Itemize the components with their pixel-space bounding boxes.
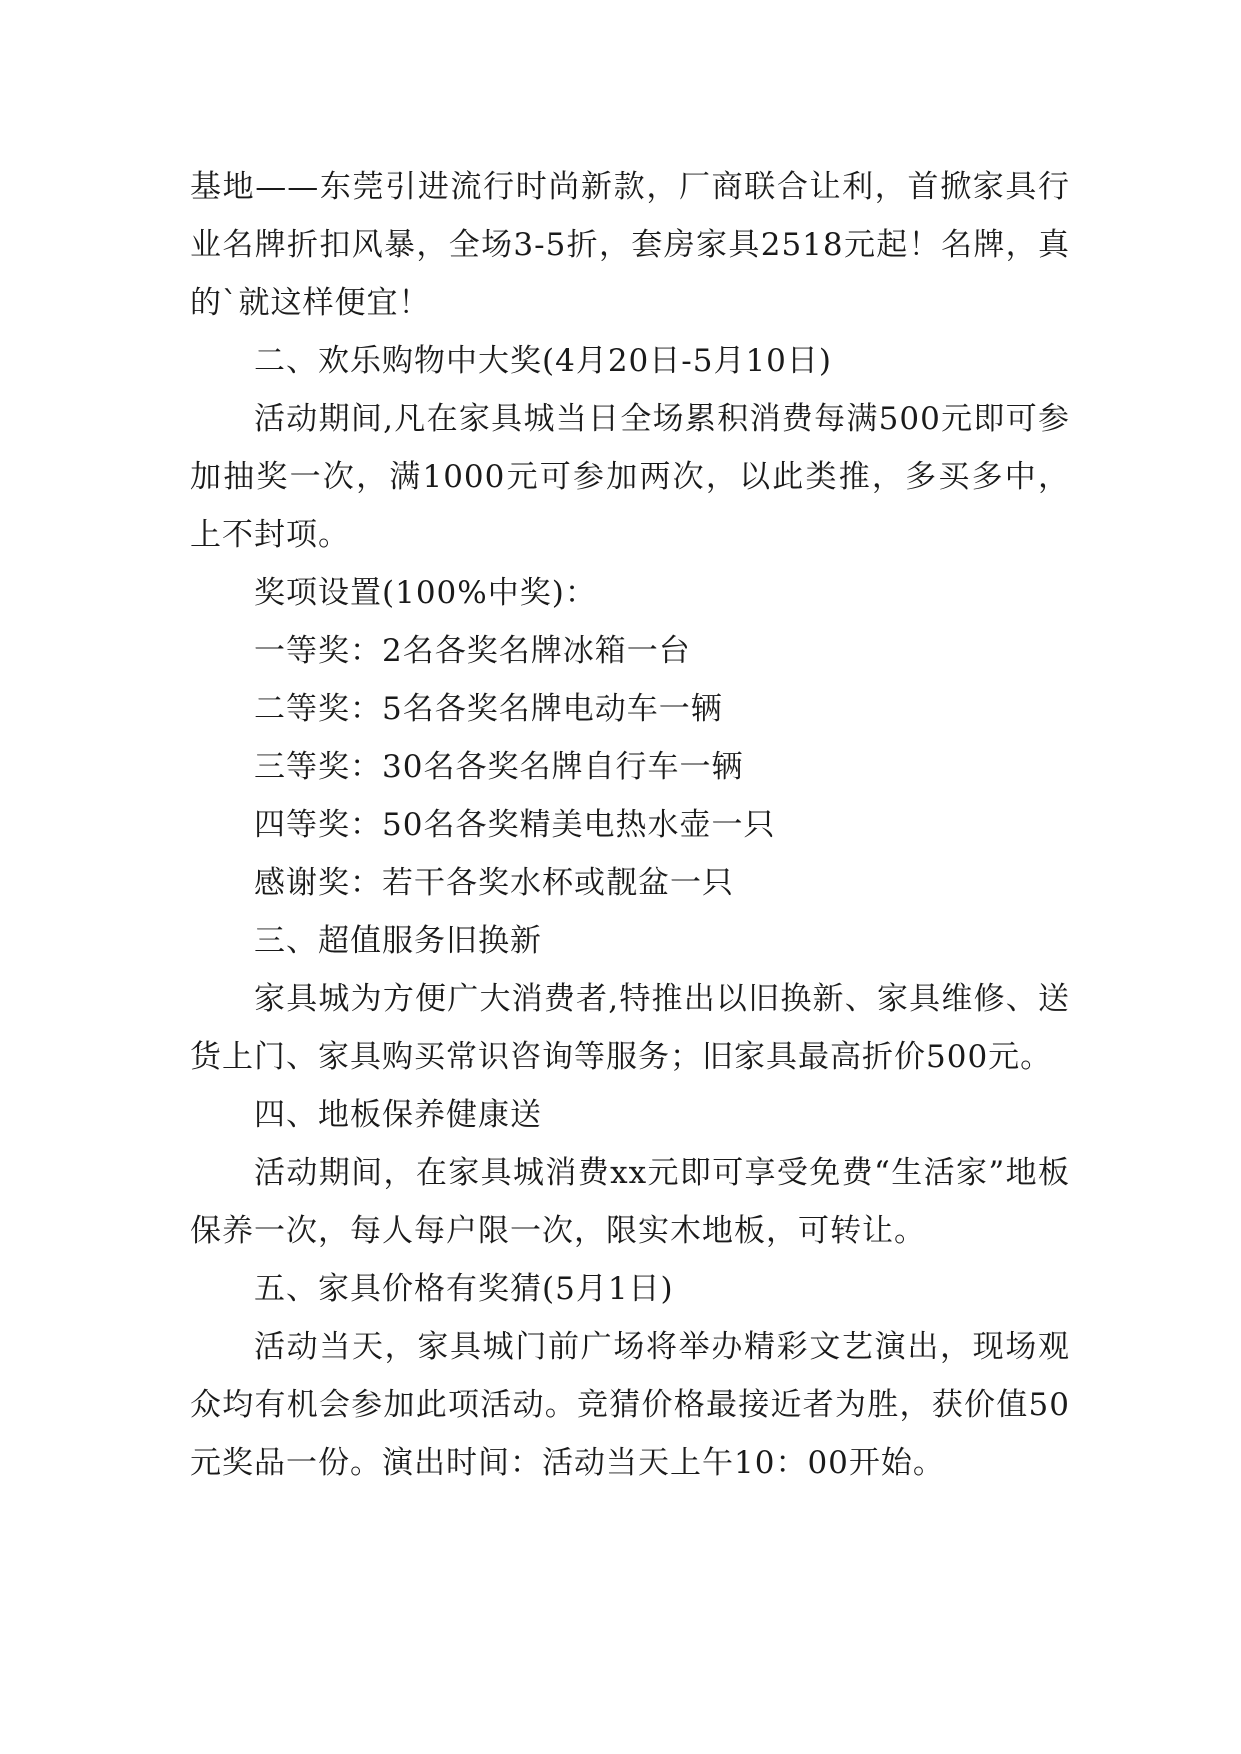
paragraph-intro-continued: 基地——东莞引进流行时尚新款，厂商联合让利，首掀家具行业名牌折扣风暴，全场3-5折，套房家具2518元起！名牌，真的`就这样便宜！ [190,169,1070,321]
paragraph-lottery-rules: 活动期间,凡在家具城当日全场累积消费每满500元即可参加抽奖一次，满1000元可参加两次，以此类推，多买多中，上不封项。 [190,401,1070,553]
paragraph-trade-in-service: 家具城为方便广大消费者,特推出以旧换新、家具维修、送货上门、家具购买常识咨询等服务；旧家具最高折价500元。 [190,981,1070,1075]
prize-third: 三等奖：30名各奖名牌自行车一辆 [254,749,744,785]
prize-second: 二等奖：5名各奖名牌电动车一辆 [254,691,723,727]
prize-settings-heading: 奖项设置(100%中奖)： [254,575,597,611]
prize-first: 一等奖：2名各奖名牌冰箱一台 [254,633,691,669]
section-heading-price-guess: 五、家具价格有奖猜(5月1日) [254,1271,674,1307]
paragraph-floor-care: 活动期间，在家具城消费xx元即可享受免费“生活家”地板保养一次，每人每户限一次，限实木地板，可转让。 [190,1155,1070,1249]
prize-fourth: 四等奖：50名各奖精美电热水壶一只 [254,807,776,843]
paragraph-price-guess: 活动当天，家具城门前广场将举办精彩文艺演出，现场观众均有机会参加此项活动。竞猜价格最接近者为胜，获价值50元奖品一份。演出时间：活动当天上午10：00开始。 [190,1329,1070,1481]
section-heading-shopping-prize: 二、欢乐购物中大奖(4月20日-5月10日) [254,343,833,379]
prize-thanks: 感谢奖：若干各奖水杯或靓盆一只 [254,865,734,901]
section-heading-floor-care: 四、地板保养健康送 [254,1097,542,1133]
document-body [190,158,1070,1492]
section-heading-trade-in: 三、超值服务旧换新 [254,923,542,959]
